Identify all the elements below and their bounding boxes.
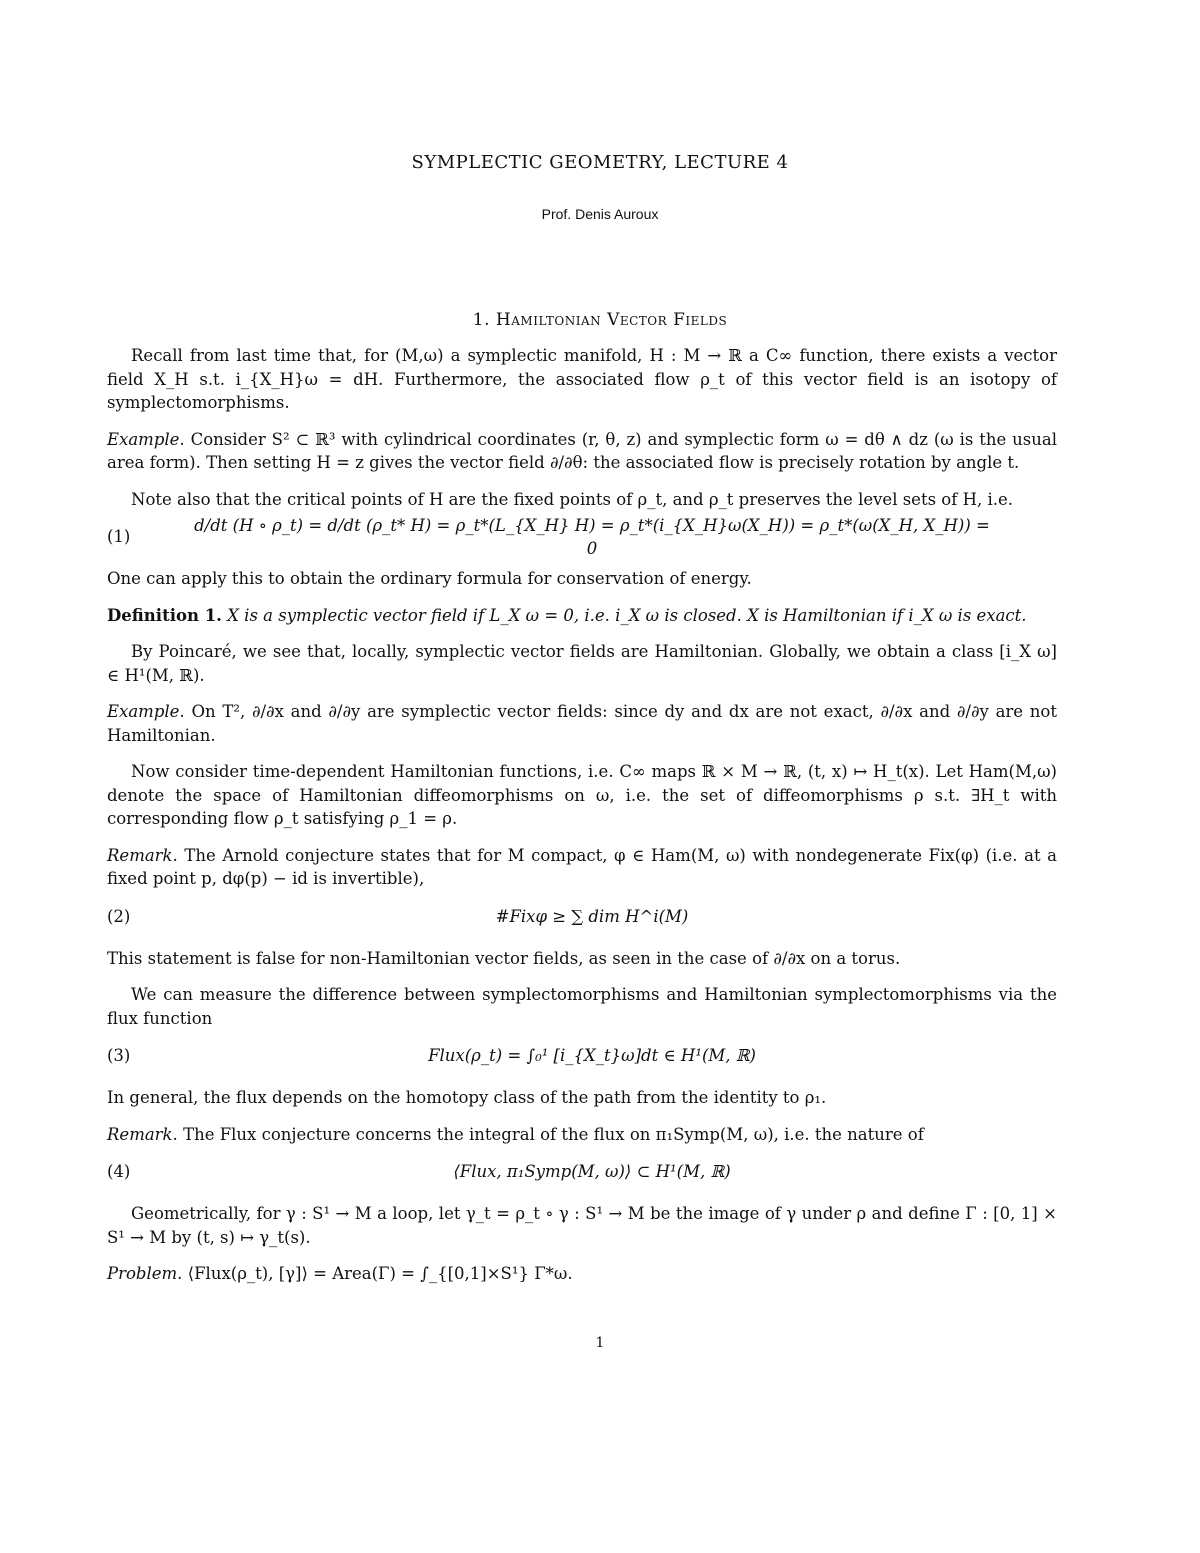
equation-number: (3) — [107, 1046, 131, 1066]
definition-label: Definition 1. — [107, 605, 222, 625]
equation-number: (2) — [107, 906, 131, 926]
paragraph-homotopy: In general, the flux depends on the homotopy class of the path from the identity to ρ₁. — [107, 1088, 827, 1107]
paragraph-time-dependent: Now consider time-dependent Hamiltonian functions, i.e. C∞ maps ℝ × M → ℝ, (t, x) ↦ H_t(x). Let Ham(M,ω) denote the space of Hamiltonian diffeomorphisms on ω, i.e. the set of diffeomorphisms ρ s.t. ∃H_t with corresponding flow ρ_t satisfying ρ_1 = ρ. — [107, 762, 1057, 828]
example-torus — [107, 700, 1057, 747]
equation-4 — [107, 1154, 1057, 1190]
problem — [107, 1262, 1057, 1286]
paragraph-non-hamiltonian: This statement is false for non-Hamiltonian vector fields, as seen in the case of ∂/∂x on a torus. — [107, 948, 901, 968]
paragraph-flux: We can measure the difference between symplectomorphisms and Hamiltonian symplectomorphisms via the flux function — [107, 985, 1057, 1028]
paragraph-poincare: By Poincaré, we see that, locally, symplectic vector fields are Hamiltonian. Globally, we obtain a class [i_X ω] ∈ H¹(M, ℝ). — [107, 642, 1057, 685]
equation-2 — [107, 899, 1057, 935]
equation-expression: #Fixφ ≥ ∑ dim H^i(M) — [495, 906, 689, 926]
paragraph-geometric: Geometrically, for γ : S¹ → M a loop, let γ_t = ρ_t ∘ γ : S¹ → M be the image of γ under ρ and define Γ : [0, 1] × S¹ → M by (t, s) ↦ γ_t(s). — [107, 1204, 1057, 1247]
equation-expression: ⟨Flux, π₁Symp(M, ω)⟩ ⊂ H¹(M, ℝ) — [453, 1162, 731, 1182]
remark-arnold — [107, 844, 1057, 891]
definition-1 — [107, 604, 1057, 628]
example-label: Example. — [107, 429, 185, 449]
problem-text: ⟨Flux(ρ_t), [γ]⟩ = Area(Γ) = ∫_{[0,1]×S¹} Γ*ω. — [187, 1264, 573, 1283]
equation-expression: d/dt (H ∘ ρ_t) = d/dt (ρ_t* H) = ρ_t*(L_{X_H} H) = ρ_t*(i_{X_H}ω(X_H)) = ρ_t*(ω(X_H, X_H)) = 0 — [194, 515, 990, 558]
equation-1 — [107, 515, 1057, 558]
remark-text: The Arnold conjecture states that for M compact, φ ∈ Ham(M, ω) with nondegenerate Fix(φ) (i.e. at a fixed point p, dφ(p) − id is invertible), — [107, 845, 1057, 888]
example-text: Consider S² ⊂ ℝ³ with cylindrical coordinates (r, θ, z) and symplectic form ω = dθ ∧ dz (ω is the usual area form). Then setting H = z gives the vector field ∂/∂θ: the associated flow is precisely rotation by angle t. — [107, 429, 1057, 472]
example-label: Example. — [107, 702, 185, 721]
page-title: SYMPLECTIC GEOMETRY, LECTURE 4 — [411, 152, 789, 173]
body-text — [107, 344, 1057, 1299]
equation-3 — [107, 1038, 1057, 1074]
paragraph-recall: Recall from last time that, for (M,ω) a symplectic manifold, H : M → ℝ a C∞ function, there exists a vector field X_H s.t. i_{X_H}ω = dH. Furthermore, the associated flow ρ_t of this vector field is an isotopy of symplectomorphisms. — [107, 346, 1057, 412]
definition-text: X is a symplectic vector field if L_X ω = 0, i.e. i_X ω is closed. X is Hamiltonian if i_X ω is exact. — [227, 605, 1027, 625]
equation-expression: Flux(ρ_t) = ∫₀¹ [i_{X_t}ω]dt ∈ H¹(M, ℝ) — [428, 1046, 756, 1066]
remark-text: The Flux conjecture concerns the integral of the flux on π₁Symp(M, ω), i.e. the nature of — [183, 1124, 924, 1144]
paragraph-energy: One can apply this to obtain the ordinary formula for conservation of energy. — [107, 569, 752, 588]
remark-label: Remark. — [107, 845, 178, 865]
problem-label: Problem. — [107, 1264, 183, 1283]
remark-label: Remark. — [107, 1124, 178, 1144]
author: Prof. Denis Auroux — [541, 206, 659, 222]
section-heading: 1. Hamiltonian Vector Fields — [472, 310, 728, 330]
paragraph-critical-points: Note also that the critical points of H are the fixed points of ρ_t, and ρ_t preserves the level sets of H, i.e. — [131, 489, 1013, 509]
example-sphere — [107, 428, 1057, 475]
equation-number: (4) — [107, 1162, 131, 1182]
remark-flux — [107, 1123, 1057, 1147]
page-number: 1 — [595, 1335, 605, 1351]
example-text: On T², ∂/∂x and ∂/∂y are symplectic vector fields: since dy and dx are not exact, ∂/∂x and ∂/∂y are not Hamiltonian. — [107, 702, 1057, 745]
equation-number: (1) — [107, 527, 131, 547]
